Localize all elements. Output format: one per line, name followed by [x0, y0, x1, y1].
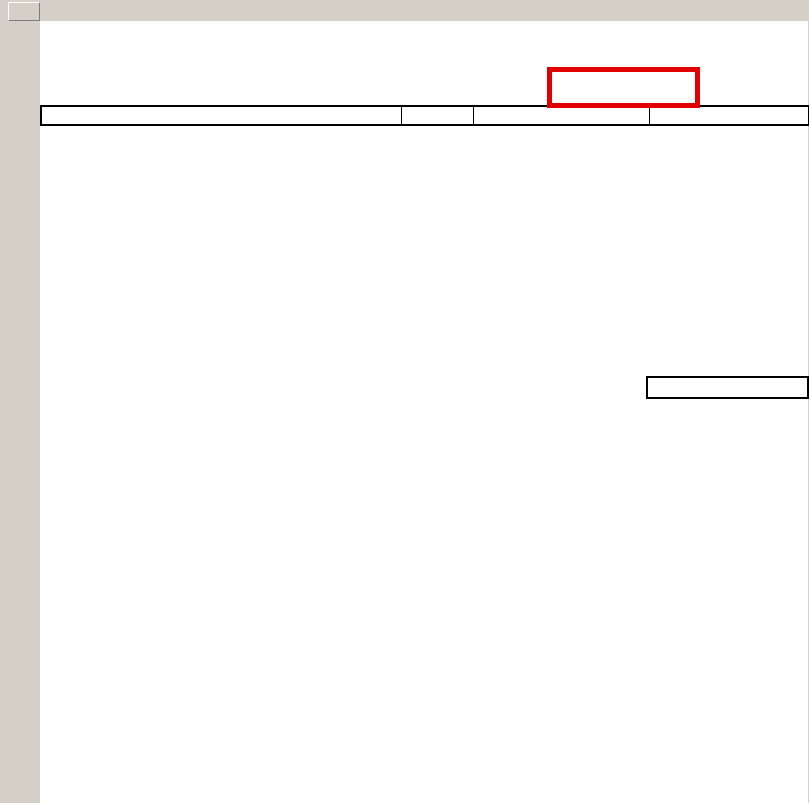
selected-cell-outline[interactable] — [646, 376, 809, 399]
header-item[interactable] — [41, 106, 401, 125]
header-month[interactable] — [649, 106, 809, 125]
select-all-corner[interactable] — [8, 2, 40, 21]
sheet-background — [40, 21, 808, 803]
header-ytd[interactable] — [473, 106, 649, 125]
header-line-no[interactable] — [401, 106, 473, 125]
income-statement-table — [40, 105, 809, 126]
window-left-edge — [0, 0, 8, 803]
table-header-row — [41, 106, 809, 125]
